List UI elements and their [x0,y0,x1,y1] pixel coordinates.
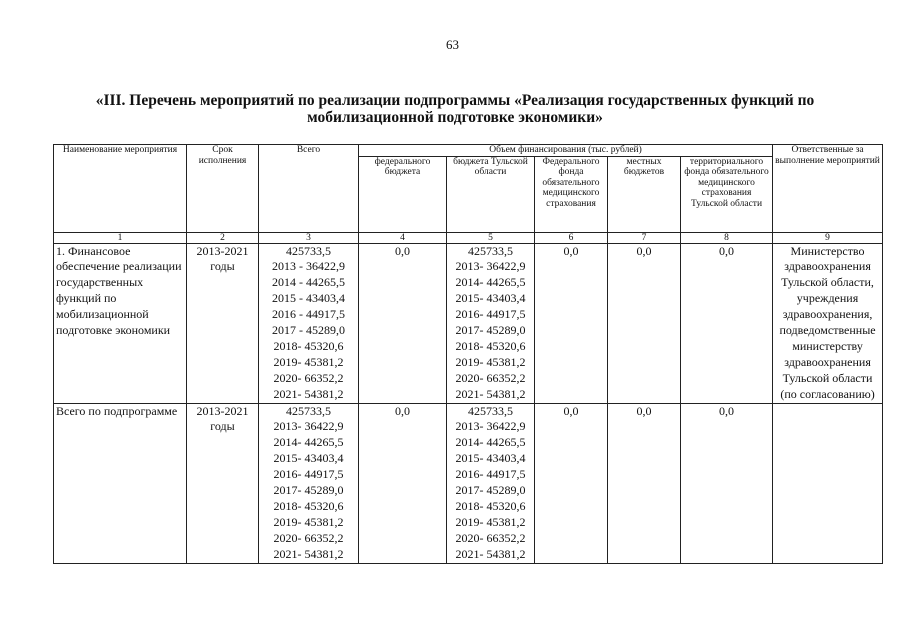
year-amount: 2014- 44265,5 [455,275,526,290]
year-amount: 2021- 54381,2 [273,546,344,561]
measure-name: 1. Финансовое обеспечение реализации государственных функций по мобилизационной подготовке экономики [54,243,187,403]
year-amount: 2016- 44917,5 [273,467,344,482]
year-amount: 2018- 45320,6 [273,499,344,513]
year-amount: 2020- 66352,2 [455,530,526,545]
measure-terr-fund: 0,0 [681,243,773,403]
year-amount: 2016- 44917,5 [455,467,526,482]
year-amount: 2019- 45381,2 [455,354,526,369]
measure-term: 2013-2021 годы [187,403,259,563]
year-amount: 2015- 43403,4 [455,451,526,466]
header-terr-fund: территориального фонда обязательного медицинского страхования Тульской области [681,156,773,232]
year-amount: 2015- 43403,4 [455,291,526,306]
year-amount: 2021- 54381,2 [455,386,526,401]
year-amount: 2019- 45381,2 [455,514,526,529]
total-sum: 425733,5 [468,243,513,258]
measure-term: 2013-2021 годы [187,243,259,403]
year-amount: 2016 - 44917,5 [272,307,345,322]
year-amount: 2021- 54381,2 [455,546,526,561]
total-sum: 425733,5 [286,243,331,258]
header-local: местных бюджетов [608,156,681,232]
col-number: 2 [187,232,259,243]
year-amount: 2013- 36422,9 [273,419,344,434]
col-number: 1 [54,232,187,243]
title-line-2: мобилизационной подготовке экономики» [307,109,603,126]
measure-name: Всего по подпрограмме [54,403,187,563]
year-amount: 2014 - 44265,5 [272,275,345,290]
page-number: 63 [446,37,459,52]
header-responsible: Ответственные за выполнение мероприятий [773,145,883,233]
year-amount: 2016- 44917,5 [455,307,526,322]
measure-responsible: Министерство здравоохранения Тульской области, учреждения здравоохранения, подведомственные министерству здравоохранения Тульской области (по согласованию) [773,243,883,403]
header-fed-fund: Федерального фонда обязательного медицинского страхования [535,156,608,232]
year-amount: 2017- 45289,0 [455,323,526,338]
col-number: 3 [259,232,359,243]
year-amount: 2018- 45320,6 [455,499,526,513]
col-number: 9 [773,232,883,243]
table-row [54,243,883,403]
measures-table [53,144,883,564]
year-amount: 2015- 43403,4 [273,451,344,466]
col-number: 5 [447,232,535,243]
measure-responsible [773,403,883,563]
header-total: Всего [259,145,359,233]
measure-fed-fund: 0,0 [535,243,608,403]
header-term: Срок исполнения [187,145,259,233]
total-sum: 425733,5 [286,403,331,418]
year-amount: 2013 - 36422,9 [272,259,345,274]
section-title [60,92,850,126]
year-amount: 2013- 36422,9 [455,259,526,274]
measure-fed-fund: 0,0 [535,403,608,563]
measure-federal: 0,0 [359,243,447,403]
year-amount: 2020- 66352,2 [455,370,526,385]
header-financing: Объем финансирования (тыс. рублей) [359,145,773,157]
year-amount: 2019- 45381,2 [273,354,344,369]
year-amount: 2015 - 43403,4 [272,291,345,306]
col-number: 6 [535,232,608,243]
measure-regional [447,243,535,403]
col-number: 8 [681,232,773,243]
total-sum: 425733,5 [468,403,513,418]
year-amount: 2013- 36422,9 [455,419,526,434]
year-amount: 2017 - 45289,0 [272,323,345,338]
table-row [54,403,883,563]
year-amount: 2020- 66352,2 [273,370,344,385]
header-regional: бюджета Тульской области [447,156,535,232]
header-federal: федерального бюджета [359,156,447,232]
measure-total [259,403,359,563]
year-amount: 2018- 45320,6 [273,338,344,353]
year-amount: 2017- 45289,0 [455,483,526,498]
measure-total [259,243,359,403]
year-amount: 2021- 54381,2 [273,386,344,401]
year-amount: 2014- 44265,5 [455,435,526,450]
year-amount: 2019- 45381,2 [273,514,344,529]
year-amount: 2018- 45320,6 [455,338,526,353]
year-amount: 2017- 45289,0 [273,483,344,498]
header-name: Наименование мероприятия [54,145,187,233]
year-amount: 2014- 44265,5 [273,435,344,450]
measure-terr-fund: 0,0 [681,403,773,563]
measure-local: 0,0 [608,403,681,563]
title-line-1: «III. Перечень мероприятий по реализации подпрограммы «Реализация государственных функций по [95,92,815,109]
measure-federal: 0,0 [359,403,447,563]
col-number: 4 [359,232,447,243]
measure-local: 0,0 [608,243,681,403]
year-amount: 2020- 66352,2 [273,530,344,545]
col-number: 7 [608,232,681,243]
measure-regional [447,403,535,563]
